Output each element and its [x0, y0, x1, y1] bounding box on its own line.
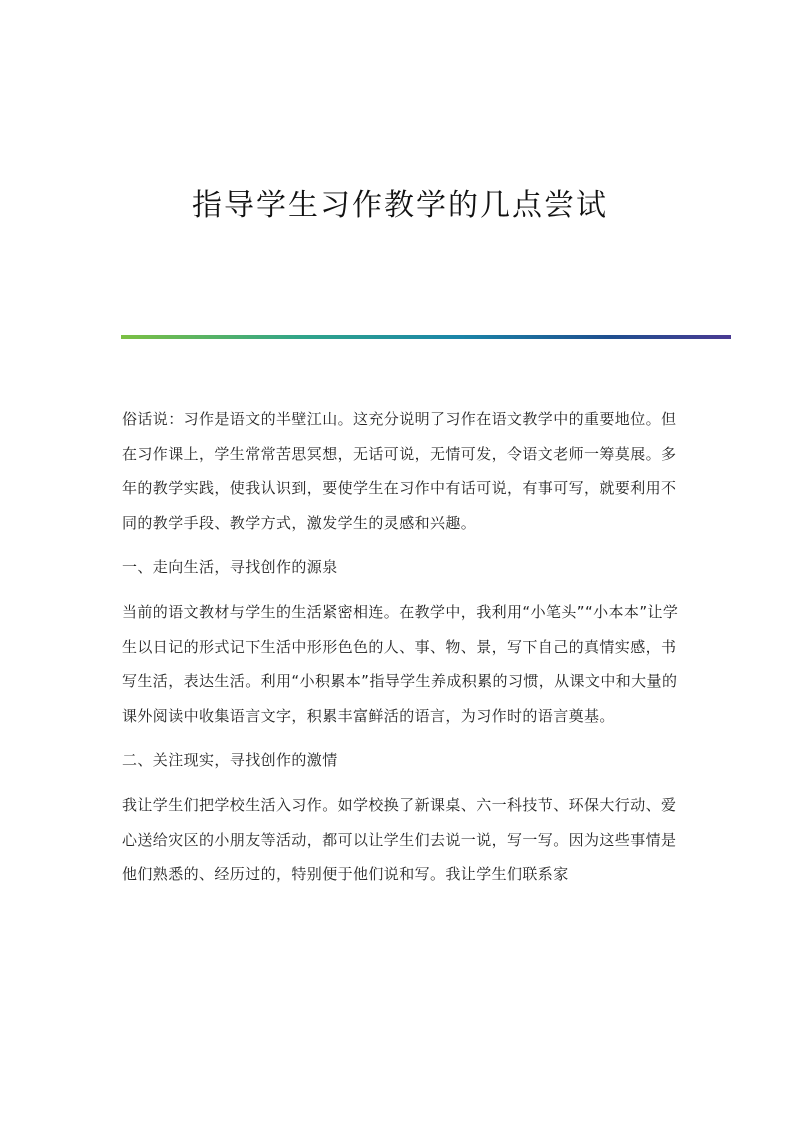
intro-paragraph: 俗话说：习作是语文的半壁江山。这充分说明了习作在语文教学中的重要地位。但在习作课上，学生常常苦思冥想，无话可说，无情可发，令语文老师一筹莫展。多年的教学实践，使我认识到，要使学生在习作中有话可说，有事可写，就要利用不同的教学手段、教学方式，激发学生的灵感和兴趣。: [122, 410, 677, 532]
title-divider: [121, 335, 731, 339]
section-paragraph-2: 我让学生们把学校生活入习作。如学校换了新课桌、六一科技节、环保大行动、爱心送给灾区的小朋友等活动，都可以让学生们去说一说，写一写。因为这些事情是他们熟悉的、经历过的，特别便于他们说和写。我让学生们联系家: [122, 795, 677, 884]
document-body: [122, 402, 682, 892]
section-heading-1: 一、走向生活，寻找创作的源泉: [122, 558, 338, 577]
section-paragraph-1: 当前的语文教材与学生的生活紧密相连。在教学中，我利用“小笔头”“小本本”让学生以日记的形式记下生活中形形色色的人、事、物、景，写下自己的真情实感，书写生活，表达生活。利用“小积累本”指导学生养成积累的习惯，从课文中和大量的课外阅读中收集语言文字，积累丰富鲜活的语言，为习作时的语言奠基。: [122, 602, 679, 725]
section-heading-2: 二、关注现实，寻找创作的激情: [122, 751, 338, 770]
document-title: 指导学生习作教学的几点尝试: [192, 188, 608, 223]
